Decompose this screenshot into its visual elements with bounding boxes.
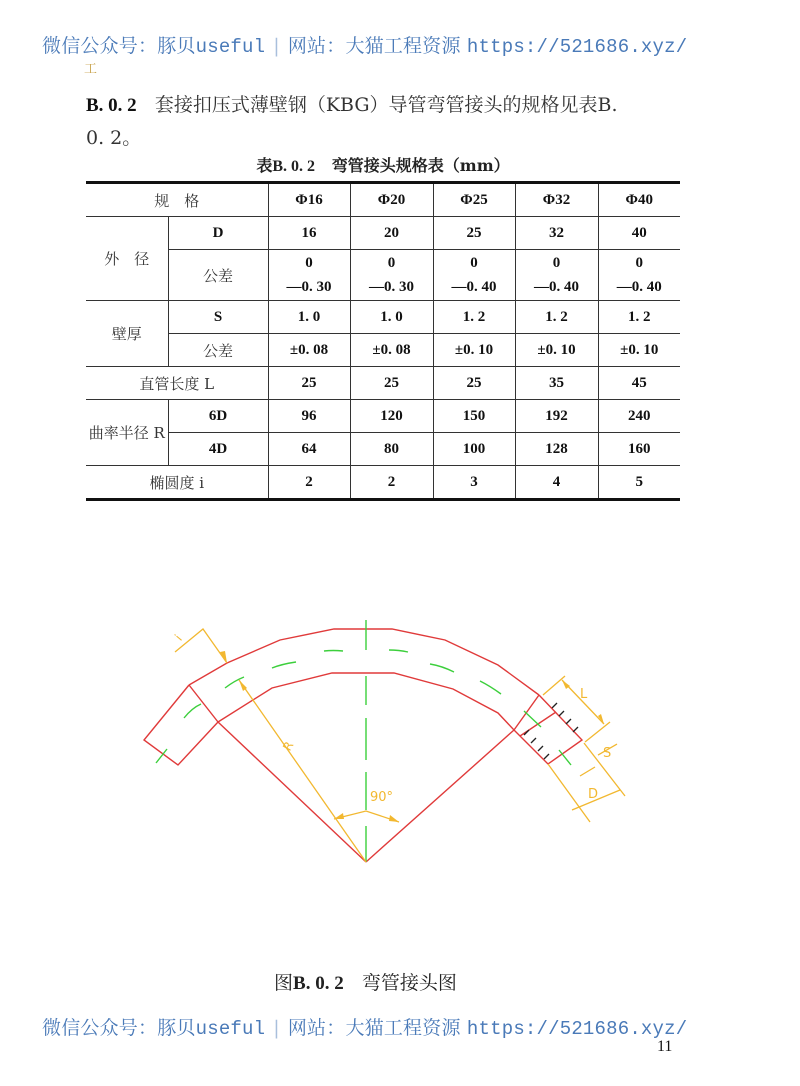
- header-label: 规 格: [86, 183, 268, 217]
- table-row: [86, 367, 680, 400]
- wechat-name: useful: [195, 36, 266, 58]
- table-title: 弯管接头规格表（mm）: [331, 156, 510, 175]
- wechat-label: 微信公众号：豚贝: [42, 35, 196, 57]
- cell: 160: [598, 433, 680, 466]
- separator: |: [273, 1017, 280, 1039]
- watermark-header: [42, 31, 687, 58]
- wechat-name: useful: [195, 1018, 266, 1040]
- clause-text: 套接扣压式薄壁钢（KBG）导管弯管接头的规格见表B.: [154, 94, 618, 116]
- cell: ±0. 10: [515, 334, 598, 367]
- cell: 0 —0. 40: [515, 250, 598, 301]
- table-number: B. 0. 2: [272, 158, 316, 175]
- label-angle: 90°: [370, 790, 394, 805]
- cell: 2: [268, 466, 350, 500]
- cell: 1. 0: [268, 301, 350, 334]
- label-r: R: [280, 738, 297, 754]
- cell: 0 —0. 30: [350, 250, 433, 301]
- cell: 5: [598, 466, 680, 500]
- cell: 192: [515, 400, 598, 433]
- page-number: 11: [657, 1038, 673, 1055]
- group-ovality: 椭圆度 i: [86, 466, 268, 500]
- cell: 25: [350, 367, 433, 400]
- site-url-link[interactable]: https://521686.xyz/: [466, 36, 688, 58]
- table-row: [86, 334, 680, 367]
- site-url-link[interactable]: https://521686.xyz/: [466, 1018, 688, 1040]
- header-col: Φ40: [598, 183, 680, 217]
- cell: ±0. 08: [268, 334, 350, 367]
- cell: 25: [268, 367, 350, 400]
- clause-number: B. 0. 2: [86, 95, 137, 116]
- table-row: [86, 433, 680, 466]
- header-col: Φ16: [268, 183, 350, 217]
- cell: 3: [433, 466, 515, 500]
- separator: |: [273, 35, 280, 57]
- cell: 25: [433, 367, 515, 400]
- group-bend-radius: 曲率半径 R: [86, 400, 168, 466]
- cell: 1. 0: [350, 301, 433, 334]
- centerline: [156, 620, 571, 862]
- header-col: Φ32: [515, 183, 598, 217]
- table-row: [86, 250, 680, 301]
- cell: ±0. 10: [433, 334, 515, 367]
- group-straight-length: 直管长度 L: [86, 367, 268, 400]
- cell: 16: [268, 217, 350, 250]
- spec-table: [86, 181, 680, 501]
- header-col: Φ20: [350, 183, 433, 217]
- figure-title: 弯管接头图: [361, 972, 457, 994]
- table-row: [86, 466, 680, 500]
- cell: 25: [433, 217, 515, 250]
- sub-label: 公差: [168, 250, 268, 301]
- label-s: S: [603, 746, 612, 761]
- cell: 32: [515, 217, 598, 250]
- cell: 40: [598, 217, 680, 250]
- table-caption: 表B. 0. 2 弯管接头规格表（mm）: [256, 156, 510, 175]
- clause-paragraph-line1: [86, 90, 618, 117]
- clause-paragraph-line2: 0. 2。: [86, 127, 142, 149]
- cell: 4: [515, 466, 598, 500]
- table-row: [86, 217, 680, 250]
- header-col: Φ25: [433, 183, 515, 217]
- cell: 240: [598, 400, 680, 433]
- cell: 100: [433, 433, 515, 466]
- elbow-joint-diagram: [0, 600, 800, 890]
- cell: 150: [433, 400, 515, 433]
- table-header-row: [86, 183, 680, 217]
- cell: 64: [268, 433, 350, 466]
- cell: 20: [350, 217, 433, 250]
- sub-label: 公差: [168, 334, 268, 367]
- cell: 35: [515, 367, 598, 400]
- figure-caption: 图B. 0. 2 弯管接头图: [274, 972, 457, 994]
- label-l: L: [580, 687, 588, 702]
- text-cursor-icon: 工: [84, 62, 98, 77]
- sub-label: S: [168, 301, 268, 334]
- sub-label: D: [168, 217, 268, 250]
- site-label: 网站：大猫工程资源: [287, 35, 461, 57]
- cell: 0 —0. 30: [268, 250, 350, 301]
- group-wall-thickness: 壁厚: [86, 301, 168, 367]
- cell: 128: [515, 433, 598, 466]
- cell: ±0. 10: [598, 334, 680, 367]
- sub-label: 6D: [168, 400, 268, 433]
- cell: 1. 2: [433, 301, 515, 334]
- wechat-label: 微信公众号：豚贝: [42, 1017, 196, 1039]
- cell: 96: [268, 400, 350, 433]
- cell: 1. 2: [598, 301, 680, 334]
- table-row: [86, 400, 680, 433]
- site-label: 网站：大猫工程资源: [287, 1017, 461, 1039]
- cell: 1. 2: [515, 301, 598, 334]
- group-outer-diameter: 外 径: [86, 217, 168, 301]
- cell: 45: [598, 367, 680, 400]
- cell: 120: [350, 400, 433, 433]
- cell: ±0. 08: [350, 334, 433, 367]
- sub-label: 4D: [168, 433, 268, 466]
- label-i: i: [172, 632, 185, 644]
- socket-hatch: [524, 703, 578, 759]
- cell: 2: [350, 466, 433, 500]
- label-d: D: [588, 787, 599, 802]
- watermark-footer: [42, 1013, 687, 1040]
- cell: 0 —0. 40: [433, 250, 515, 301]
- elbow-outline: [144, 629, 582, 862]
- dimension-arrows: [220, 651, 604, 822]
- table-row: [86, 301, 680, 334]
- cell: 0 —0. 40: [598, 250, 680, 301]
- cell: 80: [350, 433, 433, 466]
- figure-number: B. 0. 2: [293, 973, 344, 994]
